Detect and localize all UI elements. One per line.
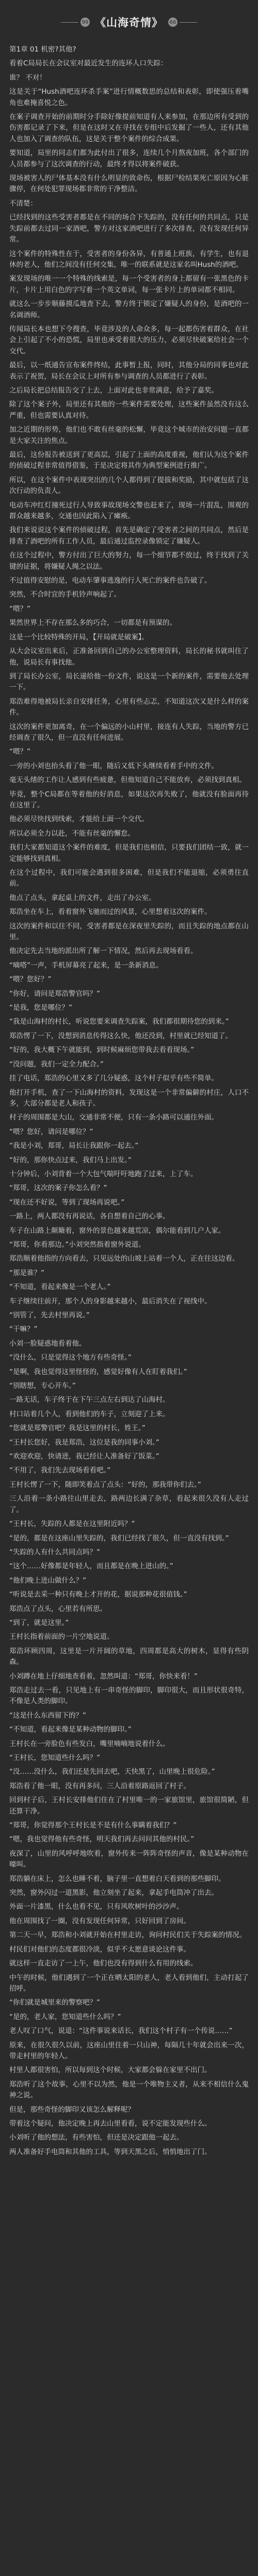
body-paragraph: 除了这个案子外，局里还有其他的一些案件需要处理，这些案件虽然没有这么严重，但也需要认真对待。 xyxy=(9,400,249,420)
body-paragraph: 车子在山路上颠簸着，窗外的景色越来越荒凉，偶尔能看到几户人家。 xyxy=(9,1226,225,1235)
ornament-line xyxy=(61,22,78,23)
body-paragraph: “是我，您是哪位？” xyxy=(9,1004,72,1012)
body-paragraph: “没问题，我们一定全力配合。” xyxy=(9,1060,104,1069)
body-paragraph: 电动车冲红灯撞死过行人导致事故现场交警也赶来了，现场一片混乱，围观的群众越来越多，交通也因此陷入了瘫痪。 xyxy=(9,501,249,521)
body-paragraph: 他点了点头，拿起桌上的文件，走出了办公室。 xyxy=(9,893,156,902)
body-paragraph: “王村长，您知道些什么吗？” xyxy=(9,1754,100,1762)
body-paragraph: 郑浩环顾四周，这里是一片开阔的草地，四周都是高大的树木，显得有些阴森。 xyxy=(9,1647,249,1667)
body-paragraph: “没……没什么，我们还是先回去吧，天快黑了，山里晚上很危险。” xyxy=(9,1768,215,1776)
body-paragraph: 已经找到的这些受害者都是在不同的场合下失踪的，没有任何的共同点，只是失踪前都去过同一家酒吧，警方对这家酒吧进行了多次排查，没有发现任何异常。 xyxy=(9,213,249,244)
body-paragraph: 郑浩愣了一下，没想到消息传得这么快，他还没到，村里就已经知道了。 xyxy=(9,1031,232,1040)
body-paragraph: “郑哥，这次的案子你怎么看？” xyxy=(9,1184,107,1193)
body-paragraph: 回到村子后，王村长安排他们住在了村里唯一的一家旅馆里，旅馆很简陋，但还算干净。 xyxy=(9,1796,249,1816)
body-paragraph: 他在周围找了一圈，没有发现任何异常，只好回到了房间。 xyxy=(9,1917,190,1925)
body-paragraph: 他打开手机，查了一下山海村的资料，发现这是一个非常偏僻的村庄，人口不多，大部分都是老人和孩子。 xyxy=(9,1088,249,1108)
body-paragraph: “别管了，先去村里再说。” xyxy=(9,1311,90,1319)
body-paragraph: 加之近期的形势，他们也不敢有丝毫的松懈，毕竟这个城市的治安问题一直都是大家关注的焦点。 xyxy=(9,426,249,445)
body-paragraph: 王村长指着前面的一片空地说道。 xyxy=(9,1633,114,1641)
body-paragraph: “好的，我大概下午就能到，到时候麻烦您带我去看看现场。” xyxy=(9,1046,195,1055)
body-paragraph: 在这个过程中，警方付出了巨大的努力，每一个细节都不放过，终于找到了关键的证据，将嫌疑人绳之以法。 xyxy=(9,551,249,571)
body-paragraph: 村民们对他们的态度都很冷淡，似乎不太愿意谈论这件事。 xyxy=(9,1945,190,1954)
body-paragraph: 这个案件的特殊性在于，受害者的身份各异，有普通上班族，有学生，也有退休的老人，他们之间没有任何交集，唯一的联系就是这家名叫Hush的酒吧。 xyxy=(9,249,249,269)
body-paragraph: 在案子调查开始的前期时分手除好像提前知道有人来参加，在那边所有受到的伤害都记录了下来，但是在这时又在寻找在专组中后发掘了一些人，还有其他人也加入了调查的队伍，这是关于整个案件的综合成果。 xyxy=(9,113,249,143)
body-paragraph: “喂？” xyxy=(9,748,30,756)
body-paragraph: “到了，就是这里。” xyxy=(9,1618,69,1627)
body-paragraph: 小刘一脸疑惑地看着他。 xyxy=(9,1339,86,1348)
body-paragraph: 他决定先去当地的派出所了解一下情况，然后再去现场看看。 xyxy=(9,947,198,956)
body-paragraph: 十分钟后，小刘背着一个大包气喘吁吁地跑了过来，上了车。 xyxy=(9,1170,198,1178)
body-paragraph: 车子继续往前开，那个人的身影越来越小，最后消失在了视线中。 xyxy=(9,1297,212,1306)
body-paragraph: 这是关于“Hush酒吧连环杀手案”进行情概数思的总结和表彰，即使强压着嘴角也难掩喜悦之色。 xyxy=(9,88,249,107)
body-paragraph: “是的，都是在这座山里失踪的，我们已经找了很久，但一直没有找到。” xyxy=(9,1534,229,1543)
body-paragraph: “郑哥，你看那边。”小刘突然指着窗外说道。 xyxy=(9,1240,146,1249)
body-paragraph: 他必须尽快找到线索，才能给上面一个交代。 xyxy=(9,815,149,824)
body-paragraph: 郑浩走过去一看，只见地上有一串奇怪的脚印，脚印很大，而且形状很奇特，不像是人类的脚印。 xyxy=(9,1686,249,1706)
title-bar xyxy=(9,0,249,44)
ornament-line xyxy=(180,22,197,23)
body-paragraph: “好的，那你快点过来，我们马上出发。” xyxy=(9,1156,132,1164)
body-paragraph: “王村长您好，我是郑浩，这位是我的同事小刘。” xyxy=(9,1438,159,1447)
body-paragraph: 但是，那些奇怪的脚印又该怎么解释呢？ xyxy=(9,2105,135,2114)
body-paragraph: 原来，在很久很久以前，这座山里住着一只山神，每隔几十年就会出来一次，带走村里的年轻人。 xyxy=(9,2041,249,2060)
body-paragraph: 郑浩难得地被局长亲自安排任务，心里有些忐忑，不知道这次又是什么样的案件。 xyxy=(9,697,249,717)
body-paragraph: 不过值得安慰的是，电动车肇事逃逸的行人死亡的案件也告破了。 xyxy=(9,577,212,585)
body-paragraph: 一路无话，车子终于在下午三点左右到达了山海村。 xyxy=(9,1396,170,1404)
body-paragraph: “您就是郑警官吧？我是这里的村长，姓王。” xyxy=(9,1424,146,1433)
body-paragraph: “喂？您好，请问是哪位？” xyxy=(9,1127,93,1136)
title-ornament-right xyxy=(168,18,197,27)
body-paragraph: “干嘛？” xyxy=(9,1325,38,1334)
body-paragraph: 突然，窗外闪过一道黑影，他立刻坐了起来，拿起手电筒冲了出去。 xyxy=(9,1889,218,1897)
body-paragraph: “你们就是城里来的警察吧？” xyxy=(9,1998,100,2007)
body-paragraph: 之后局长把总结报告交了上去，上面对此也非常满意，给予了嘉奖。 xyxy=(9,386,218,395)
body-paragraph: 突然，不合时宜的手机铃声响起了。 xyxy=(9,590,121,599)
body-paragraph: 最后，以一纸通告宣布案件终结，此事暂上报，同时，其他分局的同事也对此表示了祝贺，局长在会议上对所有参与调查的人员都进行了表彰。 xyxy=(9,361,249,381)
page-title: 《山海奇情》 xyxy=(95,16,163,29)
body-paragraph: 中午的时候，他们遇到了一个正在晒太阳的老人，老人看到他们，主动打起了招呼。 xyxy=(9,1973,249,1993)
body-paragraph: 从大会议室出来后，正准备回到自己的办公室整理资料，局长的秘书就叫住了他，说局长有事找他。 xyxy=(9,647,249,667)
body-paragraph: 最后，这份报告被送到了更高层，引起了上面的高度重视，他们认为这个案件的侦破过程非常值得借鉴，于是决定将其作为典型案例进行推广。 xyxy=(9,451,249,470)
body-paragraph: “别瞎想，专心开车。” xyxy=(9,1382,76,1391)
body-paragraph: “现在还不好说，等到了现场再说吧。” xyxy=(9,1198,125,1207)
body-paragraph: 所以，在这个案件中表现突出的几个人都得到了提拔和奖励，其中就包括了这次行动的负责人。 xyxy=(9,476,249,496)
body-paragraph: “我是山海村的村长，听说您要来调查失踪案，我们都很期待您的到来。” xyxy=(9,1018,229,1026)
body-paragraph: 现场被害人的尸体基本没有什么明显的致命伤，根据尸检结果死亡原因为心脏骤停，在何处犯罪现场都非常的干净整洁。 xyxy=(9,174,249,194)
body-paragraph: 就这么一步步顺藤摸瓜地查下去，警方终于锁定了嫌疑人的身份，是酒吧的一名调酒师。 xyxy=(9,300,249,319)
body-paragraph: 毕竟，整个C局都在等着他的好消息，如果这次再失败了，他就没有脸面再待在这里了。 xyxy=(9,790,249,809)
body-paragraph: 三人沿着一条小路往山里走去，路两边长满了杂草，看起来很久没有人走过了。 xyxy=(9,1495,249,1514)
body-paragraph: 郑浩点了点头，心里若有所思。 xyxy=(9,1604,107,1613)
body-paragraph: “他们晚上进山做什么？” xyxy=(9,1576,86,1585)
body-paragraph: 到了局长办公室，局长递给他一份文件，说这是一个新的案件，需要他去处理一下。 xyxy=(9,672,249,692)
body-paragraph: 夜深了，山里的风呼呼地吹着，窗外传来一阵阵奇怪的声音，像是某种动物在嚎叫。 xyxy=(9,1849,249,1869)
body-paragraph: “这是什么东西留下的？” xyxy=(9,1711,86,1720)
body-paragraph: 挂了电话，郑浩的心里又多了几分疑惑，这个村子似乎有些不简单。 xyxy=(9,1074,218,1083)
body-paragraph: 郑浩坐在车上，看着窗外飞驰而过的风景，心里想着这次的案件。 xyxy=(9,908,212,917)
body-paragraph: 就这样一直走访了一上午，他们也没有得到什么有用的线索。 xyxy=(9,1959,198,1968)
body-paragraph: 一路上，两人都没有再说话，各自想着自己的心事。 xyxy=(9,1212,170,1221)
body-paragraph: “没什么，只是觉得这个地方有些奇怪。” xyxy=(9,1353,132,1362)
body-paragraph: 村里人都很害怕，所以每到这个时候，大家都会躲在家里不出门。 xyxy=(9,2066,212,2075)
body-paragraph: “这个……好像都是年轻人，而且都是在晚上进山的。” xyxy=(9,1562,173,1571)
body-paragraph: 不清楚： xyxy=(9,199,37,208)
body-paragraph: 这是一个比较特殊的开局，【开局就是破案】。 xyxy=(9,633,149,641)
body-paragraph: 谁？ 不对！ xyxy=(9,73,46,82)
body-paragraph: 毫无头绪的工作让人感到有些疲惫，但他知道自己不能放弃，必须找到真相。 xyxy=(9,776,246,785)
body-paragraph: 第1章 01 机密?其他? xyxy=(9,45,76,54)
body-paragraph: “听说是去采一种只有晚上才开的花，据说那种花很值钱。” xyxy=(9,1590,187,1599)
body-paragraph: 两人准备好手电筒和其他的工具，等到天黑之后，悄悄地出了门。 xyxy=(9,2147,212,2156)
body-paragraph: “我是小刘，郑哥，局长让我跟你一起去。” xyxy=(9,1142,139,1150)
body-paragraph: 第二天一早，郑浩和小刘就开始在村里走访，询问村民们关于失踪案的情况。 xyxy=(9,1931,246,1940)
body-paragraph: 我们大家都知道这个案件的难度，但是我们也相信，只要我们团结一致，就一定能够找到真相。 xyxy=(9,843,249,863)
body-paragraph: “嘀嗒”一声，手机屏幕亮了起来，是一条新消息。 xyxy=(9,961,163,970)
body-paragraph: 小刘听了他的想法，有些害怕，但还是决定跟他一起去。 xyxy=(9,2133,184,2142)
body-paragraph: 这次的案件更加离奇，在一个偏远的小山村里，接连有人失踪，当地的警方已经调查了很久，但一直没有任何进展。 xyxy=(9,722,249,742)
body-paragraph: “嗯，我也觉得他有些奇怪，明天我们再去问问其他的村民。” xyxy=(9,1835,195,1844)
body-paragraph: 看着C局局长在会议室对最近发生的连环人口失踪： xyxy=(9,59,168,68)
note-body xyxy=(9,44,249,2158)
title-ornament-left xyxy=(61,18,90,27)
body-paragraph: 村口站着几个人，看到他们的车子，立刻迎了上来。 xyxy=(9,1410,170,1418)
body-paragraph: 一旁的小刘也抬头看了他一眼，随后又低下头继续看着手中的文件。 xyxy=(9,761,218,770)
quote-open-icon: 99 xyxy=(80,18,90,27)
body-paragraph: 郑浩躺在床上，怎么也睡不着，脑子里一直想着白天看到的那些脚印。 xyxy=(9,1874,225,1883)
quote-close-icon: 66 xyxy=(168,18,178,27)
body-paragraph: 王村长愣了一下，随即笑着点了点头：“好的，那我带你们去。” xyxy=(9,1480,201,1489)
body-paragraph: 郑浩看了他一眼，没有再多问，三人沿着原路返回了村子。 xyxy=(9,1782,190,1790)
body-paragraph: “是啊，我也觉得这里怪怪的，感觉好像有人在盯着我们。” xyxy=(9,1367,187,1376)
body-paragraph: 我们来说说这个案件的侦破过程，首先是确定了受害者之间的共同点，然后是排查了酒吧的所有工作人员，最后通过监控录像锁定了嫌疑人。 xyxy=(9,526,249,546)
body-paragraph: 传闻局长本也想下令搜查，毕竟涉及的人命众多，每一起都伤害着群众，在社会上引起了不小的恐慌，局里也承受着很大的压力，必须尽快破案给社会一个交代。 xyxy=(9,325,249,355)
body-paragraph: 这次的案件和以往不同，受害者都是在深夜里失踪的，而且失踪的地点都在山里。 xyxy=(9,922,249,942)
body-paragraph: “王村长，失踪的人都是在这里附近吗？” xyxy=(9,1520,135,1529)
body-paragraph: “欢迎欢迎，快请进，我已经让人准备好了饭菜。” xyxy=(9,1452,159,1461)
body-paragraph: “那是谁？” xyxy=(9,1268,44,1277)
body-paragraph: 所以必须全力以赴，不能有丝毫的懈怠。 xyxy=(9,829,135,838)
body-paragraph: “不知道，看起来像是一个老人。” xyxy=(9,1283,111,1292)
body-paragraph: 案发现场的唯一一个特殊的线索是，每一个受害者的身上都留有一张黑色的卡片，卡片上用白色的字写着一个英文单词，每一张卡片上的单词都不相同。 xyxy=(9,275,249,294)
body-paragraph: “喂？您好？” xyxy=(9,975,52,984)
body-paragraph: 在这个过程中，我们可能会遇到很多困难，但是我们不能退缩，必须勇往直前。 xyxy=(9,869,249,888)
body-paragraph: 小刘蹲在地上仔细地查看着，忽然叫道：“郑哥，你快来看！” xyxy=(9,1672,198,1681)
body-paragraph: “你好，请问是郑浩警官吗？” xyxy=(9,989,100,998)
body-paragraph: 村子的周围都是大山，交通非常不便，只有一条小路可以通往外面。 xyxy=(9,1113,218,1122)
body-paragraph: 要知道，局里的同志们都为此付出了很多，连续几个月熬夜加班，各个部门的人员都参与了这次调查的行动，最终才得以将案件破获。 xyxy=(9,149,249,168)
body-paragraph: “不用了，我们先去现场看看吧。” xyxy=(9,1466,111,1475)
body-paragraph: 郑浩顺着他指的方向看去，只见远处的山坡上站着一个人，正在往这边看。 xyxy=(9,1255,239,1263)
body-paragraph: 果然世界上不存在那么多的巧合，一切都是有预谋的。 xyxy=(9,619,176,628)
body-paragraph: “失踪的人有什么共同点吗？” xyxy=(9,1548,100,1556)
body-paragraph: “是的，老人家，您知道些什么吗？” xyxy=(9,2012,121,2021)
body-paragraph: 郑浩听了这个故事，心里不以为然，他是一个唯物主义者，从来不相信什么鬼神之说。 xyxy=(9,2080,249,2100)
body-paragraph: “喂？” xyxy=(9,604,30,613)
body-paragraph: 带着这个疑问，他决定晚上再去山里看看，说不定能发现些什么。 xyxy=(9,2119,212,2128)
body-paragraph: “郑哥，你觉得那个王村长是不是有什么事瞒着我们？” xyxy=(9,1821,177,1830)
body-paragraph: “不知道，看起来像是某种动物的脚印。” xyxy=(9,1725,132,1734)
body-paragraph: 王村长在一旁脸色有些发白，嘴里喃喃地说着什么。 xyxy=(9,1739,170,1748)
body-paragraph: 外面一片漆黑，什么也看不见，只有风吹树叶的沙沙声。 xyxy=(9,1903,184,1911)
body-paragraph: 老人叹了口气，说道：“这件事说来话长，我们这个村子有一个传说……” xyxy=(9,2027,233,2036)
